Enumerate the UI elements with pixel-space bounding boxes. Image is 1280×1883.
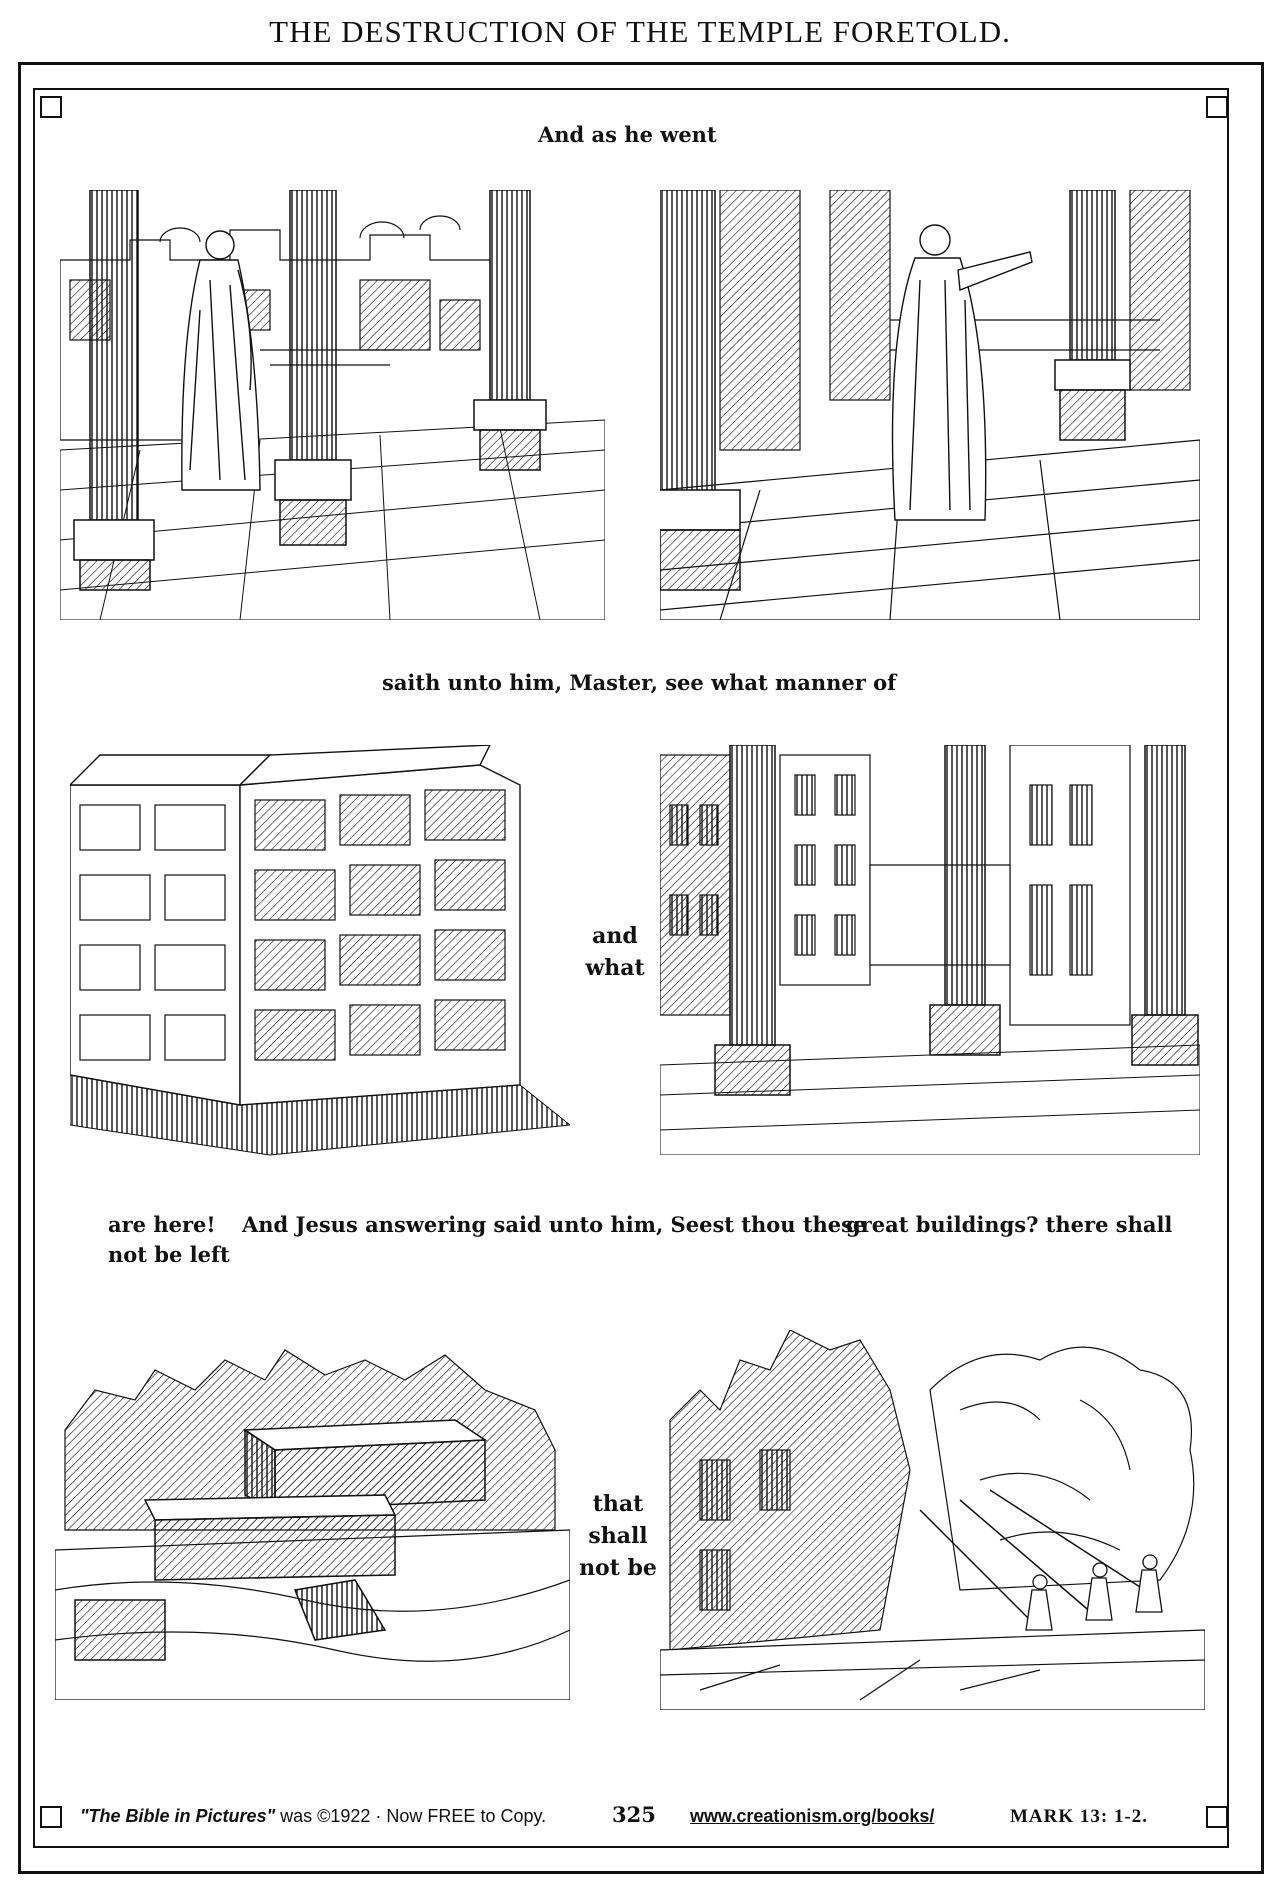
website-link[interactable]: www.creationism.org/books/ xyxy=(690,1806,935,1826)
caption-that: that xyxy=(592,1491,644,1517)
footer-credit xyxy=(80,1806,546,1827)
caption-shall: shall xyxy=(588,1523,648,1549)
great-stones-illustration xyxy=(70,745,570,1165)
corner-ornament-top-right xyxy=(1206,96,1228,118)
colonnade-illustration xyxy=(60,190,605,620)
pointing-figure-illustration xyxy=(660,190,1200,620)
corner-ornament-top-left xyxy=(40,96,62,118)
caption-great-buildings: great buildings? there shall xyxy=(846,1212,1173,1237)
corner-ornament-bottom-left xyxy=(40,1806,62,1828)
panel-temple-destroyed xyxy=(660,1330,1205,1710)
credit-book-title: "The Bible in Pictures" xyxy=(80,1806,276,1826)
caption-top: And as he went xyxy=(538,122,717,147)
credit-copyright-text: was ©1922 · Now FREE to Copy. xyxy=(275,1806,547,1826)
scripture-reference: MARK 13: 1-2. xyxy=(1010,1806,1149,1827)
temple-buildings-illustration xyxy=(660,745,1200,1155)
caption-second: saith unto him, Master, see what manner of xyxy=(382,670,897,695)
page-number: 325 xyxy=(612,1802,656,1827)
panel-great-stones xyxy=(70,745,570,1165)
caption-not-be: not be xyxy=(579,1555,657,1581)
caption-what: what xyxy=(585,955,645,981)
panel-temple-buildings xyxy=(660,745,1200,1155)
panel-ruined-stones xyxy=(55,1330,570,1700)
panel-figure-pointing xyxy=(660,190,1200,620)
page-title: THE DESTRUCTION OF THE TEMPLE FORETOLD. xyxy=(269,14,1011,49)
ruined-stones-illustration xyxy=(55,1330,570,1700)
caption-middle-lower xyxy=(576,1488,660,1584)
caption-and: and xyxy=(592,923,638,949)
caption-jesus-answering: And Jesus answering said unto him, Seest thou these xyxy=(242,1212,867,1237)
panel-colonnade-with-jesus xyxy=(60,190,605,620)
caption-are-here: are here! xyxy=(108,1212,216,1237)
temple-destroyed-illustration xyxy=(660,1330,1205,1710)
corner-ornament-bottom-right xyxy=(1206,1806,1228,1828)
caption-middle-upper xyxy=(580,920,650,984)
caption-not-be-left: not be left xyxy=(108,1242,230,1267)
